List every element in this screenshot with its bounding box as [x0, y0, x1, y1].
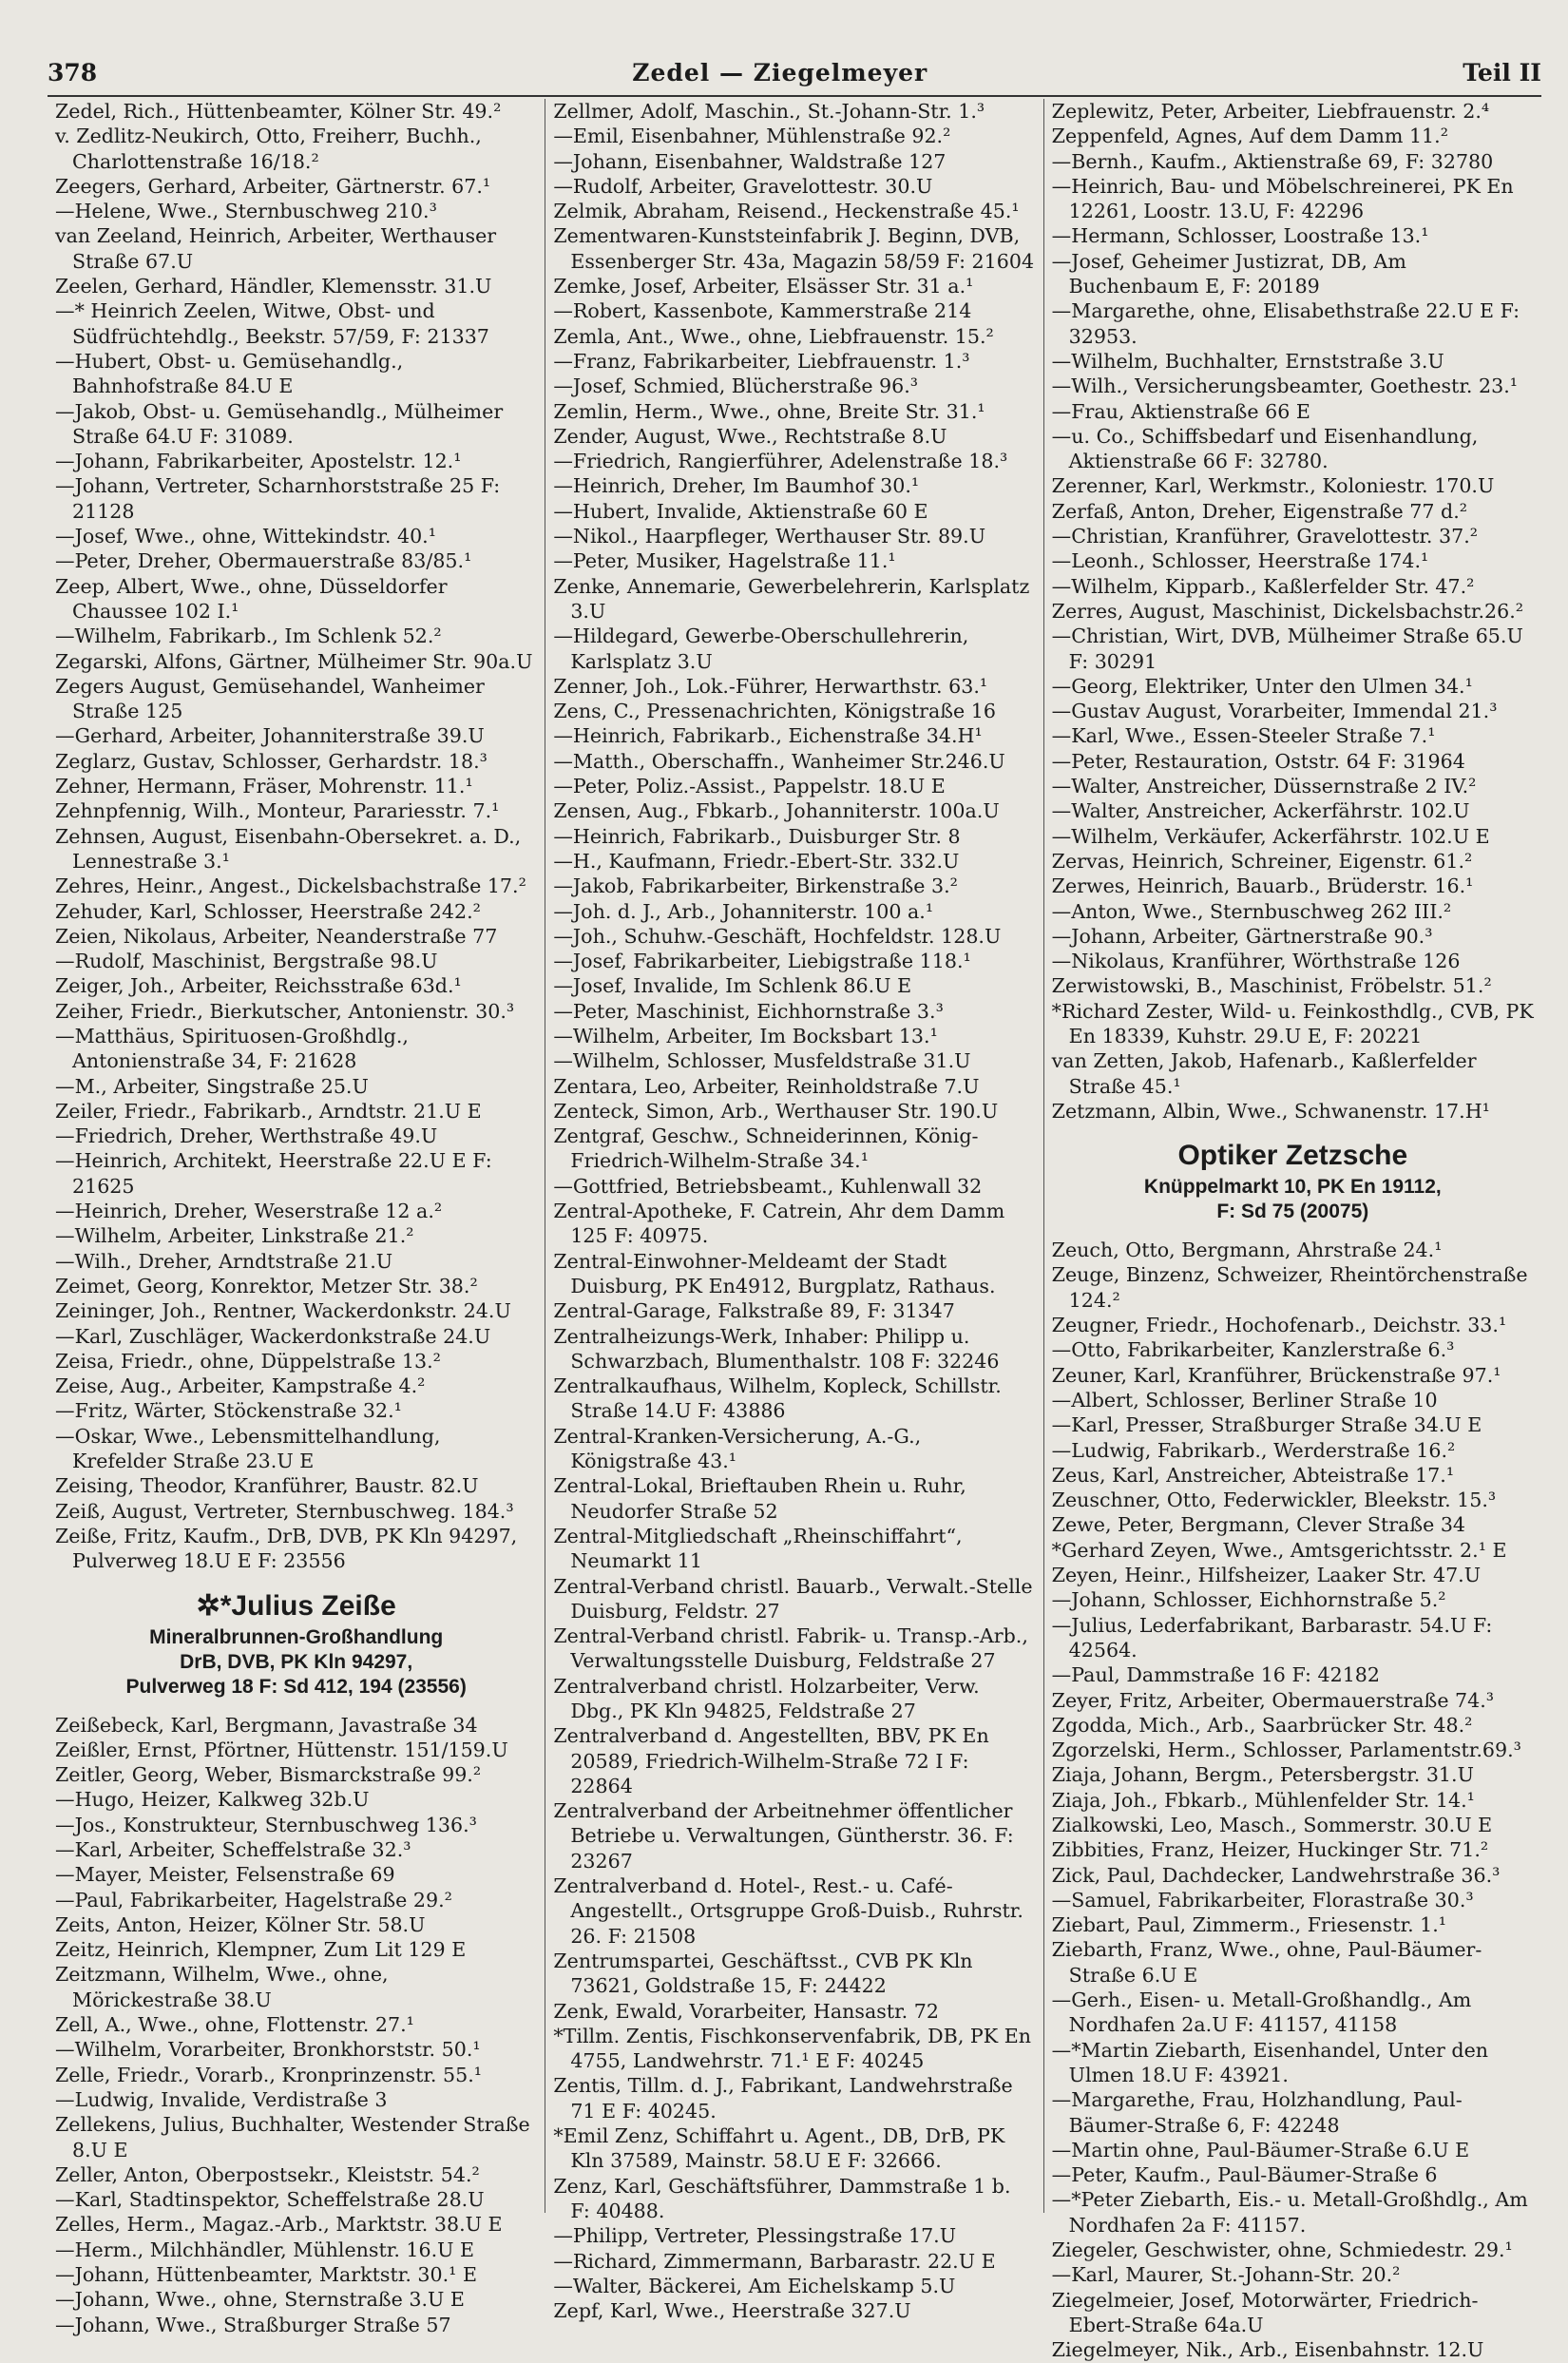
directory-entry: —Josef, Fabrikarbeiter, Liebigstraße 118.¹ [553, 950, 971, 973]
directory-entry: —Albert, Schlosser, Berliner Straße 10 [1051, 1388, 1438, 1412]
directory-entry: Zeus, Karl, Anstreicher, Abteistraße 17.¹ [1051, 1463, 1455, 1487]
column-2 [545, 99, 1042, 2323]
directory-entry: —Heinrich, Fabrikarb., Eichenstraße 34.H¹ [553, 724, 983, 748]
directory-entry: —Karl, Arbeiter, Scheffelstraße 32.³ [55, 1838, 411, 1861]
directory-entry: Zeppenfeld, Agnes, Auf dem Damm 11.² [1051, 125, 1448, 148]
directory-entry: Zeiher, Friedr., Bierkutscher, Antonienstr. 30.³ [55, 999, 515, 1023]
directory-entry: Ziegeler, Geschwister, ohne, Schmiedestr. 29.¹ [1051, 2238, 1513, 2262]
directory-entry: —Peter, Maschinist, Eichhornstraße 3.³ [553, 999, 944, 1023]
directory-entry: Zeien, Nikolaus, Arbeiter, Neanderstraße 77 [55, 924, 498, 948]
directory-entry: —Hugo, Heizer, Kalkweg 32b.U [55, 1788, 370, 1812]
directory-entry: Zeininger, Joh., Rentner, Wackerdonkstr. 24.U [55, 1299, 511, 1323]
directory-entry: Zeuner, Karl, Kranführer, Brückenstraße 97.¹ [1051, 1363, 1501, 1387]
directory-entry: Zelles, Herm., Magaz.-Arb., Marktstr. 38.U E [55, 2213, 503, 2237]
directory-entry: —Leonh., Schlosser, Heerstraße 174.¹ [1051, 549, 1429, 573]
directory-entry: —Karl, Zuschläger, Wackerdonkstraße 24.U [55, 1324, 491, 1348]
directory-entry: Zelle, Friedr., Vorarb., Kronprinzenstr. 55.¹ [55, 2063, 483, 2086]
directory-entry: —Wilhelm, Kipparb., Kaßlerfelder Str. 47.² [1051, 574, 1475, 598]
directory-entry: —Bernh., Kaufm., Aktienstraße 69, F: 32780 [1051, 149, 1494, 173]
directory-entry: *Gerhard Zeyen, Wwe., Amtsgerichtsstr. 2.¹ E [1051, 1538, 1507, 1562]
directory-entry: Ziebarth, Franz, Wwe., ohne, Paul-Bäumer-Straße 6.U E [1051, 1938, 1482, 1987]
directory-entry: —Nikol., Haarpfleger, Werthauser Str. 89.U [553, 525, 986, 548]
directory-entry: —Richard, Zimmermann, Barbarastr. 22.U E [553, 2249, 996, 2273]
directory-entry: —Josef, Geheimer Justizrat, DB, Am Buchenbaum E, F: 20189 [1051, 249, 1406, 298]
directory-entry: *Tillm. Zentis, Fischkonservenfabrik, DB, PK En 4755, Landwehrstr. 71.¹ E F: 40245 [553, 2024, 1031, 2073]
directory-entry: —Josef, Invalide, Im Schlenk 86.U E [553, 974, 912, 998]
page-title: Zedel — Ziegelmeyer [632, 59, 928, 86]
directory-entry: —Helene, Wwe., Sternbuschweg 210.³ [55, 200, 437, 223]
directory-entry: Zehnsen, August, Eisenbahn-Obersekret. a. D., Lennestraße 3.¹ [55, 824, 522, 873]
directory-entry: Zepf, Karl, Wwe., Heerstraße 327.U [553, 2299, 911, 2323]
directory-entry: —Heinrich, Bau- und Möbelschreinerei, PK En 12261, Loostr. 13.U, F: 42296 [1051, 174, 1514, 223]
directory-entry: Zerwes, Heinrich, Bauarb., Brüderstr. 16.¹ [1051, 874, 1474, 898]
directory-entry: —Margarethe, ohne, Elisabethstraße 22.U E F: 32953. [1051, 299, 1520, 348]
directory-entry: Ziaja, Joh., Fbkarb., Mühlenfelder Str. 14.¹ [1051, 1788, 1475, 1812]
directory-entry: Zenz, Karl, Geschäftsführer, Dammstraße 1 b. F: 40488. [553, 2174, 1011, 2222]
directory-entry: —Peter, Musiker, Hagelstraße 11.¹ [553, 549, 896, 573]
directory-entry: Zetzmann, Albin, Wwe., Schwanenstr. 17.H¹ [1051, 1099, 1490, 1123]
directory-entry: —Paul, Dammstraße 16 F: 42182 [1051, 1663, 1381, 1687]
directory-entry: Zeep, Albert, Wwe., ohne, Düsseldorfer Chaussee 102 I.¹ [55, 574, 448, 623]
directory-entry: Ziegelmeyer, Nik., Arb., Eisenbahnstr. 12.U [1051, 2338, 1484, 2362]
directory-entry: —Peter, Kaufm., Paul-Bäumer-Straße 6 [1051, 2163, 1438, 2187]
directory-entry: Zibbities, Franz, Heizer, Huckinger Str. 71.² [1051, 1838, 1489, 1862]
directory-entry: Zentgraf, Geschw., Schneiderinnen, König-Friedrich-Wilhelm-Straße 34.¹ [553, 1124, 979, 1173]
directory-entry: Zerenner, Karl, Werkmstr., Koloniestr. 170.U [1051, 474, 1495, 498]
directory-entry: —Friedrich, Dreher, Werthstraße 49.U [55, 1124, 438, 1148]
directory-entry: —Karl, Presser, Straßburger Straße 34.U E [1051, 1413, 1482, 1437]
directory-entry: Zentralkaufhaus, Wilhelm, Kopleck, Schillstr. Straße 14.U F: 43886 [553, 1374, 1002, 1423]
ad-name [55, 1587, 537, 1625]
directory-entry: Zensen, Aug., Fbkarb., Johanniterstr. 100a.U [553, 799, 1000, 823]
directory-entry: —Hildegard, Gewerbe-Oberschullehrerin, Karlsplatz 3.U [553, 624, 969, 673]
directory-entry: Zeller, Anton, Oberpostsekr., Kleiststr. 54.² [55, 2162, 480, 2186]
directory-entry: Zeißebeck, Karl, Bergmann, Javastraße 34 [55, 1713, 478, 1737]
directory-entry: —Gerhard, Arbeiter, Johanniterstraße 39.U [55, 724, 485, 748]
page-number: 378 [48, 59, 98, 86]
directory-entry: —Johann, Schlosser, Eichhornstraße 5.² [1051, 1588, 1446, 1612]
columns [48, 99, 1541, 2362]
page-header [48, 59, 1541, 97]
directory-entry: van Zetten, Jakob, Hafenarb., Kaßlerfelder Straße 45.¹ [1051, 1049, 1477, 1098]
directory-entry: —Wilhelm, Buchhalter, Ernststraße 3.U [1051, 349, 1444, 373]
directory-entry: Zenke, Annemarie, Gewerbelehrerin, Karlsplatz 3.U [553, 574, 1030, 623]
directory-entry: —Peter, Poliz.-Assist., Pappelstr. 18.U E [553, 775, 946, 798]
directory-entry: Zementwaren-Kunststeinfabrik J. Beginn, DVB, Essenberger Str. 43a, Magazin 58/59 F: 21604 [553, 224, 1035, 273]
directory-entry: —Karl, Wwe., Essen-Steeler Straße 7.¹ [1051, 724, 1436, 748]
ad-line: Pulverweg 18 F: Sd 412, 194 (23556) [125, 1675, 467, 1698]
directory-entry: —Joh. d. J., Arb., Johanniterstr. 100 a.¹ [553, 899, 934, 923]
directory-entry: —Gottfried, Betriebsbeamt., Kuhlenwall 32 [553, 1174, 983, 1198]
directory-entry: Zerwistowski, B., Maschinist, Fröbelstr. 51.² [1051, 974, 1492, 998]
directory-entry: Ziaja, Johann, Bergm., Petersbergstr. 31.U [1051, 1763, 1474, 1787]
directory-entry: Zenteck, Simon, Arb., Werthauser Str. 190.U [553, 1099, 999, 1123]
ad-line: DrB, DVB, PK Kln 94297, [180, 1650, 413, 1673]
directory-entry: Zeimet, Georg, Konrektor, Metzer Str. 38.² [55, 1274, 478, 1297]
directory-entry: Zentralverband der Arbeitnehmer öffentlicher Betriebe u. Verwaltungen, Güntherstr. 36. F: 23267 [553, 1799, 1014, 1873]
directory-entry: Zedel, Rich., Hüttenbeamter, Kölner Str. 49.² [55, 100, 502, 123]
directory-entry: Zeegers, Gerhard, Arbeiter, Gärtnerstr. 67.¹ [55, 174, 491, 198]
directory-entry: —Johann, Eisenbahner, Waldstraße 127 [553, 149, 947, 173]
directory-entry: —*Martin Ziebarth, Eisenhandel, Unter den Ulmen 18.U F: 43921. [1051, 2038, 1489, 2086]
directory-entry: —Hubert, Invalide, Aktienstraße 60 E [553, 499, 928, 523]
directory-entry: —Hubert, Obst- u. Gemüsehandlg., Bahnhofstraße 84.U E [55, 349, 404, 398]
directory-entry: Zentral-Apotheke, F. Catrein, Ahr dem Damm 125 F: 40975. [553, 1200, 1005, 1248]
directory-entry: —Peter, Restauration, Oststr. 64 F: 31964 [1051, 749, 1465, 773]
directory-entry: Zellekens, Julius, Buchhalter, Westender Straße 8.U E [55, 2113, 530, 2161]
directory-entry: —Johann, Hüttenbeamter, Marktstr. 30.¹ E [55, 2263, 478, 2287]
directory-entry: Zeiler, Friedr., Fabrikarb., Arndtstr. 21.U E [55, 1099, 482, 1123]
directory-entry: —Wilhelm, Schlosser, Musfeldstraße 31.U [553, 1049, 971, 1073]
directory-entry: Zentralverband d. Hotel-, Rest.- u. Café-Angestellt., Ortsgruppe Groß-Duisb., Ruhrstr. 26. F: 21508 [553, 1874, 1023, 1948]
directory-entry: —* Heinrich Zeelen, Witwe, Obst- und Südfrüchtehdlg., Beekstr. 57/59, F: 21337 [55, 299, 489, 348]
directory-entry: —Walter, Anstreicher, Ackerfährstr. 102.U [1051, 799, 1470, 823]
ad-name-text: Optiker Zetzsche [1177, 1140, 1408, 1172]
ad-name-text: *Julius Zeiße [220, 1589, 396, 1622]
ad-line: F: Sd 75 (20075) [1216, 1201, 1369, 1223]
directory-entry: —Wilh., Dreher, Arndtstraße 21.U [55, 1249, 393, 1273]
directory-entry: Zerres, August, Maschinist, Dickelsbachstr.26.² [1051, 599, 1523, 623]
directory-entry: —Heinrich, Architekt, Heerstraße 22.U E F: 21625 [55, 1149, 492, 1198]
directory-entry: —Johann, Fabrikarbeiter, Apostelstr. 12.¹ [55, 450, 462, 473]
directory-entry: —Joh., Schuhw.-Geschäft, Hochfeldstr. 128.U [553, 924, 1002, 948]
directory-entry: —Paul, Fabrikarbeiter, Hagelstraße 29.² [55, 1888, 452, 1912]
directory-entry: Zervas, Heinrich, Schreiner, Eigenstr. 61.² [1051, 849, 1473, 873]
directory-entry: —Gustav August, Vorarbeiter, Immendal 21.³ [1051, 700, 1498, 723]
directory-entry: —Josef, Schmied, Blücherstraße 96.³ [553, 375, 919, 398]
directory-entry: Ziegelmeier, Josef, Motorwärter, Friedrich-Ebert-Straße 64a.U [1051, 2288, 1479, 2336]
directory-entry: Zemke, Josef, Arbeiter, Elsässer Str. 31 a.¹ [553, 275, 974, 298]
directory-entry: Zeits, Anton, Heizer, Kölner Str. 58.U [55, 1912, 426, 1936]
directory-entry: —Wilhelm, Vorarbeiter, Bronkhorststr. 50.¹ [55, 2038, 481, 2062]
column-3 [1043, 99, 1541, 2362]
directory-entry: —M., Arbeiter, Singstraße 25.U [55, 1074, 369, 1098]
directory-entry: Zick, Paul, Dachdecker, Landwehrstraße 36.³ [1051, 1863, 1501, 1887]
directory-entry: —Heinrich, Dreher, Im Baumhof 30.¹ [553, 474, 920, 498]
directory-entry: —Karl, Stadtinspektor, Scheffelstraße 28.U [55, 2188, 485, 2212]
directory-entry: Zentral-Mitgliedschaft „Rheinschiffahrt“, Neumarkt 11 [553, 1524, 963, 1573]
directory-entry: Zentral-Verband christl. Fabrik- u. Transp.-Arb., Verwaltungsstelle Duisburg, Feldstraße 27 [553, 1624, 1028, 1673]
directory-entry: *Richard Zester, Wild- u. Feinkosthdlg., CVB, PK En 18339, Kuhstr. 29.U E, F: 20221 [1051, 999, 1534, 1047]
directory-entry: Zeitler, Georg, Weber, Bismarckstraße 99.² [55, 1763, 482, 1787]
directory-entry: —Karl, Maurer, St.-Johann-Str. 20.² [1051, 2263, 1401, 2287]
directory-entry: Zelmik, Abraham, Reisend., Heckenstraße 45.¹ [553, 200, 1020, 223]
part-label: Teil II [1463, 59, 1541, 86]
directory-entry: —Jos., Konstrukteur, Sternbuschweg 136.³ [55, 1813, 477, 1836]
directory-entry: —Anton, Wwe., Sternbuschweg 262 III.² [1051, 899, 1452, 923]
directory-entry: —Wilhelm, Fabrikarb., Im Schlenk 52.² [55, 624, 442, 648]
directory-entry: Zentrumspartei, Geschäftsst., CVB PK Kln 73621, Goldstraße 15, F: 24422 [553, 1949, 973, 1998]
directory-entry: —Otto, Fabrikarbeiter, Kanzlerstraße 6.³ [1051, 1338, 1455, 1362]
directory-entry: —Johann, Wwe., Straßburger Straße 57 [55, 2313, 451, 2336]
directory-entry: Zentralheizungs-Werk, Inhaber: Philipp u. Schwarzbach, Blumenthalstr. 108 F: 32246 [553, 1324, 1000, 1373]
directory-entry: Zeyen, Heinr., Hilfsheizer, Laaker Str. 47.U [1051, 1564, 1482, 1587]
ad-line: Mineralbrunnen-Großhandlung [149, 1625, 444, 1648]
directory-entry: Zentral-Garage, Falkstraße 89, F: 31347 [553, 1299, 955, 1323]
directory-entry: Zentral-Kranken-Versicherung, A.-G., Königstraße 43.¹ [553, 1424, 922, 1473]
directory-entry: —Fritz, Wärter, Stöckenstraße 32.¹ [55, 1399, 402, 1423]
advertisement [55, 1587, 537, 1700]
directory-entry: —Heinrich, Fabrikarb., Duisburger Str. 8 [553, 824, 961, 848]
directory-entry: —Frau, Aktienstraße 66 E [1051, 399, 1310, 423]
directory-entry: —Oskar, Wwe., Lebensmittelhandlung, Krefelder Straße 23.U E [55, 1424, 441, 1473]
directory-entry: Zehner, Hermann, Fräser, Mohrenstr. 11.¹ [55, 775, 473, 798]
directory-entry: —Wilhelm, Arbeiter, Linkstraße 21.² [55, 1224, 414, 1248]
directory-entry: —Walter, Anstreicher, Düssernstraße 2 IV.² [1051, 775, 1477, 798]
directory-entry: —Julius, Lederfabrikant, Barbarastr. 54.U F: 42564. [1051, 1613, 1493, 1662]
directory-entry: Zeglarz, Gustav, Schlosser, Gerhardstr. 18.³ [55, 749, 488, 773]
directory-entry: —Martin ohne, Paul-Bäumer-Straße 6.U E [1051, 2138, 1470, 2161]
directory-entry: Zegarski, Alfons, Gärtner, Mülheimer Str. 90a.U [55, 649, 533, 673]
directory-entry: Zeiger, Joh., Arbeiter, Reichsstraße 63d.¹ [55, 974, 462, 998]
directory-entry: Zeiß, August, Vertreter, Sternbuschweg. 184.³ [55, 1499, 514, 1523]
directory-entry: Zenner, Joh., Lok.-Führer, Herwarthstr. 63.¹ [553, 674, 988, 698]
directory-entry: —Emil, Eisenbahner, Mühlenstraße 92.² [553, 125, 951, 148]
directory-entry: —Philipp, Vertreter, Plessingstraße 17.U [553, 2224, 957, 2248]
directory-entry: Zeuschner, Otto, Federwickler, Bleekstr. 15.³ [1051, 1489, 1497, 1512]
directory-entry: —Margarethe, Frau, Holzhandlung, Paul-Bäumer-Straße 6, F: 42248 [1051, 2088, 1463, 2137]
ad-name [1052, 1137, 1534, 1175]
directory-entry: Zehnpfennig, Wilh., Monteur, Parariesstr. 7.¹ [55, 799, 500, 823]
directory-entry: Zenk, Ewald, Vorarbeiter, Hansastr. 72 [553, 1999, 939, 2023]
directory-entry: —Hermann, Schlosser, Loostraße 13.¹ [1051, 224, 1429, 248]
directory-entry: —*Peter Ziebarth, Eis.- u. Metall-Großhdlg., Am Nordhafen 2a F: 41157. [1051, 2188, 1528, 2237]
directory-entry: Zgorzelski, Herm., Schlosser, Parlamentstr.69.³ [1051, 1739, 1521, 1762]
directory-entry: —Franz, Fabrikarbeiter, Liebfrauenstr. 1.³ [553, 349, 970, 373]
directory-entry: —Walter, Bäckerei, Am Eichelskamp 5.U [553, 2274, 956, 2297]
directory-entry: —u. Co., Schiffsbedarf und Eisenhandlung, Aktienstraße 66 F: 32780. [1051, 424, 1479, 473]
directory-entry: —Peter, Dreher, Obermauerstraße 83/85.¹ [55, 549, 472, 573]
directory-entry: —H., Kaufmann, Friedr.-Ebert-Str. 332.U [553, 849, 960, 873]
directory-entry: Zentral-Einwohner-Meldeamt der Stadt Duisburg, PK En4912, Burgplatz, Rathaus. [553, 1249, 996, 1297]
directory-entry: —Rudolf, Maschinist, Bergstraße 98.U [55, 950, 438, 973]
directory-entry: Zeplewitz, Peter, Arbeiter, Liebfrauenstr. 2.⁴ [1051, 100, 1490, 123]
directory-entry: Zeyer, Fritz, Arbeiter, Obermauerstraße 74.³ [1051, 1688, 1495, 1712]
directory-entry: Zeuch, Otto, Bergmann, Ahrstraße 24.¹ [1051, 1239, 1443, 1262]
directory-entry: van Zeeland, Heinrich, Arbeiter, Werthauser Straße 67.U [55, 224, 497, 273]
directory-entry: Zerfaß, Anton, Dreher, Eigenstraße 77 d.² [1051, 499, 1468, 523]
directory-entry: —Johann, Arbeiter, Gärtnerstraße 90.³ [1051, 924, 1433, 948]
directory-entry: —Gerh., Eisen- u. Metall-Großhandlg., Am Nordhafen 2a.U F: 41157, 41158 [1051, 1988, 1472, 2037]
directory-entry: Zegers August, Gemüsehandel, Wanheimer Straße 125 [55, 674, 485, 723]
directory-entry: —Johann, Wwe., ohne, Sternstraße 3.U E [55, 2288, 465, 2312]
header-rule [48, 95, 1541, 97]
directory-entry: —Jakob, Obst- u. Gemüsehandlg., Mülheimer Straße 64.U F: 31089. [55, 399, 504, 448]
directory-entry: —Matthäus, Spirituosen-Großhdlg., Antonienstraße 34, F: 21628 [55, 1024, 409, 1073]
directory-entry: —Ludwig, Invalide, Verdistraße 3 [55, 2087, 388, 2111]
directory-entry: Zehuder, Karl, Schlosser, Heerstraße 242.² [55, 899, 481, 923]
directory-entry: Zeuge, Binzenz, Schweizer, Rheintörchenstraße 124.² [1051, 1263, 1528, 1312]
directory-entry: v. Zedlitz-Neukirch, Otto, Freiherr, Buchh., Charlottenstraße 16/18.² [55, 125, 482, 173]
directory-entry: —Mayer, Meister, Felsenstraße 69 [55, 1863, 395, 1887]
directory-entry: Zeisa, Friedr., ohne, Düppelstraße 13.² [55, 1349, 441, 1373]
directory-entry: —Josef, Wwe., ohne, Wittekindstr. 40.¹ [55, 525, 436, 548]
directory-entry: Zentral-Verband christl. Bauarb., Verwalt.-Stelle Duisburg, Feldstr. 27 [553, 1574, 1033, 1623]
directory-entry: Zeugner, Friedr., Hochofenarb., Deichstr. 33.¹ [1051, 1314, 1507, 1337]
directory-entry: —Samuel, Fabrikarbeiter, Florastraße 30.³ [1051, 1888, 1474, 1912]
directory-entry: Zens, C., Pressenachrichten, Königstraße 16 [553, 700, 996, 723]
directory-entry: Zeising, Theodor, Kranführer, Baustr. 82.U [55, 1474, 479, 1498]
directory-entry: —Johann, Vertreter, Scharnhorststraße 25 F: 21128 [55, 474, 501, 523]
directory-entry: Zeise, Aug., Arbeiter, Kampstraße 4.² [55, 1374, 426, 1398]
ad-line: Knüppelmarkt 10, PK En 19112, [1143, 1176, 1442, 1199]
sun-logo-icon: ✲ [196, 1589, 220, 1622]
directory-entry: —Wilhelm, Arbeiter, Im Bocksbart 13.¹ [553, 1024, 938, 1047]
directory-entry: Zentralverband d. Angestellten, BBV, PK En 20589, Friedrich-Wilhelm-Straße 72 I F: 22864 [553, 1724, 989, 1797]
directory-entry: Zeiße, Fritz, Kaufm., DrB, DVB, PK Kln 94297, Pulverweg 18.U E F: 23556 [55, 1524, 518, 1573]
directory-entry: —Wilh., Versicherungsbeamter, Goethestr. 23.¹ [1051, 375, 1519, 398]
directory-entry: Zentralverband christl. Holzarbeiter, Verw. Dbg., PK Kln 94825, Feldstraße 27 [553, 1674, 980, 1722]
directory-entry: Zeelen, Gerhard, Händler, Klemensstr. 31.U [55, 275, 492, 298]
directory-entry: —Wilhelm, Verkäufer, Ackerfährstr. 102.U E [1051, 824, 1490, 848]
directory-entry: Ziebart, Paul, Zimmerm., Friesenstr. 1.¹ [1051, 1913, 1447, 1937]
directory-entry: —Ludwig, Fabrikarb., Werderstraße 16.² [1051, 1438, 1456, 1462]
directory-entry: Zewe, Peter, Bergmann, Clever Straße 34 [1051, 1513, 1466, 1537]
directory-entry: —Rudolf, Arbeiter, Gravelottestr. 30.U [553, 174, 933, 198]
directory-entry: —Friedrich, Rangierführer, Adelenstraße 18.³ [553, 450, 1008, 473]
advertisement [1052, 1137, 1534, 1224]
directory-entry: —Robert, Kassenbote, Kammerstraße 214 [553, 299, 972, 323]
directory-entry: —Christian, Wirt, DVB, Mülheimer Straße 65.U F: 30291 [1051, 624, 1523, 673]
directory-entry: —Nikolaus, Kranführer, Wörthstraße 126 [1051, 950, 1461, 973]
directory-entry: *Emil Zenz, Schiffahrt u. Agent., DB, DrB, PK Kln 37589, Mainstr. 58.U E F: 32666. [553, 2124, 1005, 2173]
directory-entry: Zentral-Lokal, Brieftauben Rhein u. Ruhr, Neudorfer Straße 52 [553, 1474, 966, 1523]
directory-entry: Zeitzmann, Wilhelm, Wwe., ohne, Mörickestraße 38.U [55, 1963, 389, 2011]
directory-entry: —Herm., Milchhändler, Mühlenstr. 16.U E [55, 2238, 475, 2261]
directory-entry: —Matth., Oberschaffn., Wanheimer Str.246.U [553, 749, 1005, 773]
directory-entry: Zeitz, Heinrich, Klempner, Zum Lit 129 E [55, 1938, 467, 1962]
directory-entry: Zender, August, Wwe., Rechtstraße 8.U [553, 424, 947, 448]
directory-entry: Zialkowski, Leo, Masch., Sommerstr. 30.U E [1051, 1814, 1493, 1836]
directory-entry: Zellmer, Adolf, Maschin., St.-Johann-Str. 1.³ [553, 100, 985, 123]
directory-entry: —Georg, Elektriker, Unter den Ulmen 34.¹ [1051, 674, 1473, 698]
directory-entry: —Christian, Kranführer, Gravelottestr. 37.² [1051, 525, 1479, 548]
directory-entry: Zell, A., Wwe., ohne, Flottenstr. 27.¹ [55, 2013, 414, 2037]
directory-entry: —Heinrich, Dreher, Weserstraße 12 a.² [55, 1200, 443, 1223]
directory-entry: Zgodda, Mich., Arb., Saarbrücker Str. 48.² [1051, 1713, 1473, 1737]
column-1 [48, 99, 545, 2336]
directory-entry: Zehres, Heinr., Angest., Dickelsbachstraße 17.² [55, 874, 526, 898]
directory-entry: —Jakob, Fabrikarbeiter, Birkenstraße 3.² [553, 874, 958, 898]
directory-entry: Zemlin, Herm., Wwe., ohne, Breite Str. 31.¹ [553, 399, 985, 423]
directory-entry: Zeißler, Ernst, Pförtner, Hüttenstr. 151/159.U [55, 1738, 508, 1761]
directory-entry: Zentara, Leo, Arbeiter, Reinholdstraße 7.U [553, 1074, 980, 1098]
directory-entry: Zentis, Tillm. d. J., Fabrikant, Landwehrstraße 71 E F: 40245. [553, 2074, 1013, 2123]
directory-entry: Zemla, Ant., Wwe., ohne, Liebfrauenstr. 15.² [553, 324, 994, 348]
